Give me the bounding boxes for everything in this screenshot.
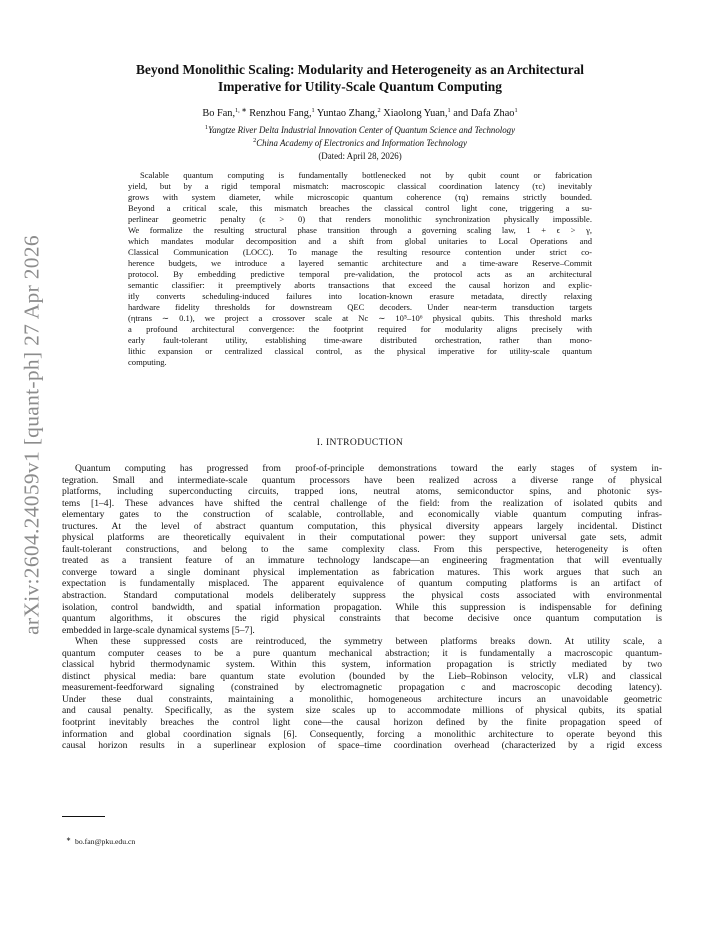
author-list [70,108,650,119]
body-line: distinct physical media: bare quantum state evolution (bounded by the Lieb–Robinson velocity, vLR) and classical [62,670,662,682]
paper-title [70,61,650,95]
section-heading: I. INTRODUCTION [316,437,404,448]
body-line: elementary gates to the construction of scalable, controllable, and economically viable quantum computing infras- [62,509,662,521]
footnote-divider [62,816,105,817]
date-line: (Dated: April 28, 2026) [318,151,402,161]
abstract-line: hardware fidelity thresholds for downstream QEC decoders. Under near-term transduction targets [128,302,592,312]
author-mark: 1 [514,107,518,114]
author-mark: 1 [311,107,315,114]
body-line: treated as a transient feature of an immature technology landscape—an engineering fragmentation that will eventually [62,555,662,567]
abstract-line: early fault-tolerant utility, establishing time-aware distributed orchestration, rather than mono- [128,335,592,345]
abstract-line: itly converts scheduling-induced failures into location-known erasure metadata, directly relaxing [128,291,592,301]
arxiv-sidebar [8,200,56,670]
body-line: footprint inevitably breaches the control light cone—the causal horizon defined by the finite propagation speed of [62,717,662,729]
title-line: Imperative for Utility-Scale Quantum Computing [218,79,502,94]
affiliation-2 [70,138,650,148]
abstract-line: Scalable quantum computing is fundamentally bottlenecked not by qubit count or fabrication [140,170,592,180]
body-line: classical hybrid thermodynamic system. Within this system, information propagation is strictly mediated by two [62,659,662,671]
abstract-line: semantic classifier: it preemptively aborts transactions that exceed the causal horizon and explic- [128,280,592,290]
body-line: information and global coordination signals [6]. Consequently, forcing a monolithic architecture to operate beyond this [62,728,662,740]
abstract-line: grows with system diameter, while microscopic quantum coherence (τq) remains strictly bounded. [128,192,592,202]
body-line: isolation, control bandwidth, and spatial information propagation. While this suppression is indispensable for defining [62,601,662,613]
body-line: tructures. At the level of abstract quantum computation, this physical diversity appears largely incidental. Distinct [62,520,662,532]
body-line: tegration. Small and intermediate-scale quantum processors have been realized across a diverse range of physical [62,474,662,486]
body-line: When these suppressed costs are reintroduced, the symmetry between platforms breaks down. At utility scale, a [75,636,662,648]
body-line: Quantum computing has progressed from proof-of-principle demonstrations toward the early stages of system in- [75,463,662,474]
author-mark: 1, ∗ [235,107,247,114]
body-line: platforms, including superconducting circuits, trapped ions, neutral atoms, semiconductor spins, and photonic sys- [62,486,662,498]
body-line: causal horizon results in a superlinear explosion of space–time coordination overhead (characterized by a rigid excess [62,740,662,752]
body-line: quantum computer ceases to be a pure quantum mechanical abstraction; it is fundamentally a macroscopic quantum- [62,647,662,659]
author-name: Renzhou Fang, [249,108,312,119]
abstract [128,170,592,368]
body-line: fault-tolerant constructions, and belong to the same complexity class. From this perspective, heterogeneity is often [62,543,662,555]
author-mark: 2 [377,107,381,114]
author-name: and Dafa Zhao [453,108,515,119]
body-line: converge toward a single dominant physical implementation as fabrication matures. This work argues that such an [62,566,662,578]
abstract-line: herence budgets, we introduce a layered semantic architecture and a time-aware Reserve–Commit [128,258,592,268]
body-text [62,463,662,752]
abstract-line: protocol. By embedding predictive temporal pre-validation, the protocol acts as an architectural [128,269,592,279]
footnote [66,836,135,846]
abstract-line: a profound architectural convergence: the footprint required for modularity aligns precisely with [128,324,592,334]
author-name: Xiaolong Yuan, [383,108,448,119]
body-line: Under these dual constraints, maintaining a monolithic, homogeneous architecture incurs an unavoidable geometric [62,693,662,705]
author-name: Yuntao Zhang, [316,108,378,119]
author-name: Bo Fan, [202,108,236,119]
abstract-line: perlinear geometric penalty (ϵ > 0) that renders monolithic synchronization physically impossible. [128,214,592,224]
abstract-line: lithic expansion or centralized classical control, as the physical imperative for utility-scale quantum [128,346,592,356]
body-line: tems [1–4]. These advances have shifted the central challenge of the field: from the realization of isolated qubits and [62,497,662,509]
body-line: abstraction. Standard computational models deliberately suppress the physical costs associated with environmental [62,590,662,602]
footnote-mark: ∗ [66,837,72,843]
abstract-line: Beyond a critical scale, this mismatch breaches the classical control light cone, triggering a su- [128,203,592,213]
affiliation-mark: 1 [204,124,209,131]
abstract-line: Classical Communication (LOCC). To manage the resulting resource contention under strict co- [128,247,592,257]
body-line: physical platforms are theoretically equivalent in their computational power: they support universal gate sets, admit [62,532,662,544]
body-line: embedded in large-scale dynamical systems [5–7]. [62,624,255,636]
author-mark: 1 [447,107,451,114]
body-line: measurement-feedforward signaling (constrained by electromagnetic propagation c and macroscopic decoding latency). [62,682,662,694]
title-line: Beyond Monolithic Scaling: Modularity and Heterogeneity as an Architectural [135,62,585,77]
abstract-line: We formalize the resulting structural phase transition through a governing scaling law, 1 + ϵ > γ, [128,225,592,235]
body-line: expectation is fundamentally misplaced. The apparent equivalence of quantum computing platforms is an artifact of [62,578,662,590]
body-line: quantum algorithms, it obscures the rigid physical constraints that become decisive once quantum computation is [62,613,662,625]
affiliation-mark: 2 [253,137,257,144]
affiliation-text: China Academy of Electronics and Information Technology [256,138,467,148]
arxiv-identifier: arXiv:2604.24059v1 [quant-ph] 27 Apr 2026 [19,235,44,635]
abstract-line: yield, but by a rigid temporal mismatch: macroscopic classical coordination latency (τc) inevitably [128,181,592,191]
abstract-line: computing. [128,357,167,367]
abstract-line: which mandates modular decomposition and a shift from global unitaries to Local Operations and [128,236,592,246]
abstract-line: (ηtrans ∼ 0.1), we project a crossover scale at Nc ∼ 10⁵–10⁶ physical qubits. This threshold marks [128,313,592,323]
footnote-email-link[interactable]: bo.fan@pku.edu.cn [75,837,136,846]
body-line: and causal penalty. Specifically, as the system size scales up to accommodate millions of physical qubits, its spatial [62,705,662,717]
affiliation-text: Yangtze River Delta Industrial Innovation Center of Quantum Science and Technology [208,125,516,135]
affiliation-1 [70,125,650,135]
